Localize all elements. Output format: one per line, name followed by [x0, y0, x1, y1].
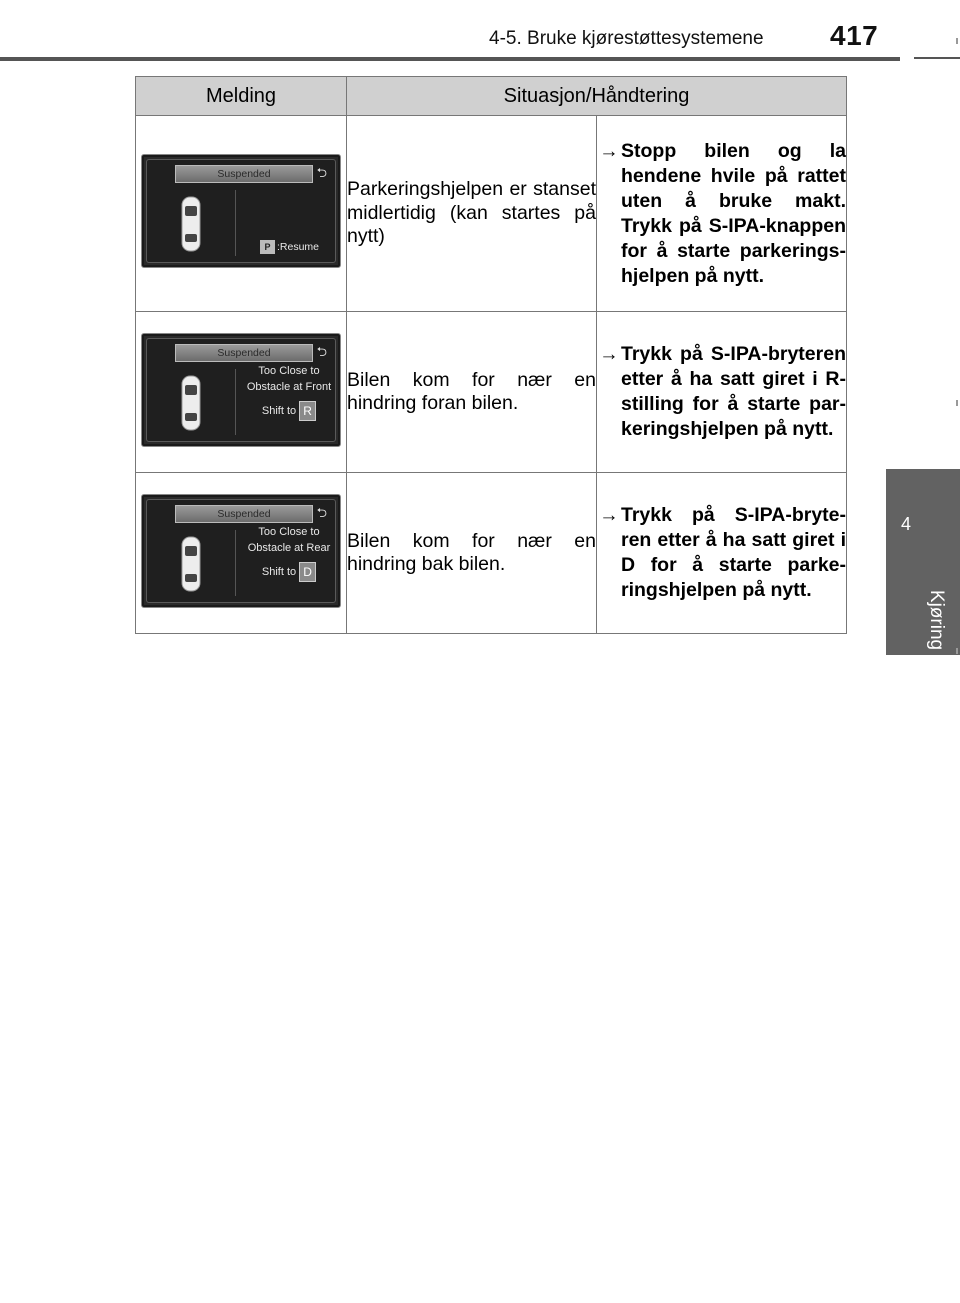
- back-arrow-icon: ⮌: [316, 165, 327, 180]
- shift-instruction: [239, 401, 339, 421]
- arrow-icon: →: [599, 139, 619, 162]
- action-text: Trykk på S-IPA-bryte-ren etter å ha satt giret i D for å starte parke-ringshjelpen på nytt.: [621, 504, 846, 601]
- car-top-view-icon: [181, 196, 201, 252]
- message-table: [135, 76, 847, 634]
- shift-instruction: [239, 562, 339, 582]
- screen-divider: [235, 530, 236, 596]
- situation-text: Bilen kom for nær en hindring bak bilen.: [347, 473, 597, 634]
- suspended-status-bar: Suspended: [175, 505, 313, 523]
- situation-text: Bilen kom for nær en hindring foran bilen.: [347, 312, 597, 473]
- arrow-icon: →: [599, 343, 619, 365]
- edge-tick: [956, 400, 958, 406]
- chapter-label: Kjøring: [926, 589, 948, 651]
- action-cell: [597, 473, 847, 634]
- car-top-view-icon: [181, 536, 201, 592]
- screen-divider: [235, 369, 236, 435]
- resume-label: :Resume: [276, 241, 319, 253]
- warning-line-2: Obstacle at Rear: [247, 541, 331, 554]
- action-text: Stopp bilen og la hendene hvile på rattet uten å bruke makt. Trykk på S-IPA-knappen for å starte parkerings-hjelpen på nytt.: [621, 139, 846, 287]
- column-header-message: Melding: [136, 77, 347, 116]
- screen-inner: [146, 499, 336, 603]
- header-title: 4-5. Bruke kjørestøttesystemene: [489, 28, 764, 49]
- screen-divider: [235, 190, 236, 256]
- table-row: [136, 312, 847, 473]
- table-row: [136, 473, 847, 634]
- message-image-cell: [136, 116, 347, 312]
- action-cell: [597, 116, 847, 312]
- chapter-side-tab: [886, 469, 960, 655]
- table-row: [136, 116, 847, 312]
- gear-d-icon: D: [299, 562, 316, 582]
- suspended-status-bar: Suspended: [175, 165, 313, 183]
- warning-line-1: Too Close to: [258, 364, 320, 377]
- header-rule: [0, 57, 900, 61]
- resume-hint: [260, 240, 319, 254]
- shift-label: Shift to: [261, 565, 297, 578]
- shift-label: Shift to: [261, 404, 297, 417]
- screen-inner: [146, 159, 336, 263]
- edge-tick: [956, 38, 958, 44]
- action-item: [597, 139, 846, 289]
- display-screen-suspended: [141, 154, 341, 268]
- chapter-number: 4: [900, 514, 911, 534]
- page-number: 417: [830, 20, 879, 51]
- action-item: [597, 503, 846, 603]
- screen-inner: [146, 338, 336, 442]
- parking-assist-icon: P: [260, 240, 275, 254]
- action-item: [597, 342, 846, 442]
- action-text: Trykk på S-IPA-bryteren etter å ha satt giret i R-stilling for å starte par-keringshjelpen på nytt.: [621, 343, 846, 440]
- warning-line-2: Obstacle at Front: [246, 380, 332, 393]
- display-screen-rear-obstacle: [141, 494, 341, 608]
- header-rule-right: [914, 57, 960, 59]
- gear-r-icon: R: [299, 401, 316, 421]
- edge-tick: [956, 648, 958, 654]
- back-arrow-icon: ⮌: [316, 504, 327, 520]
- situation-text: Parkeringshjelpen er stanset midlertidig (kan startes på nytt): [347, 116, 597, 312]
- column-header-situation: Situasjon/Håndtering: [347, 77, 847, 116]
- arrow-icon: →: [599, 504, 619, 526]
- back-arrow-icon: ⮌: [316, 343, 327, 359]
- warning-line-1: Too Close to: [258, 525, 320, 538]
- display-screen-front-obstacle: [141, 333, 341, 447]
- action-cell: [597, 312, 847, 473]
- table-header-row: [136, 77, 847, 116]
- message-image-cell: [136, 473, 347, 634]
- suspended-status-bar: Suspended: [175, 344, 313, 362]
- message-image-cell: [136, 312, 347, 473]
- car-top-view-icon: [181, 375, 201, 431]
